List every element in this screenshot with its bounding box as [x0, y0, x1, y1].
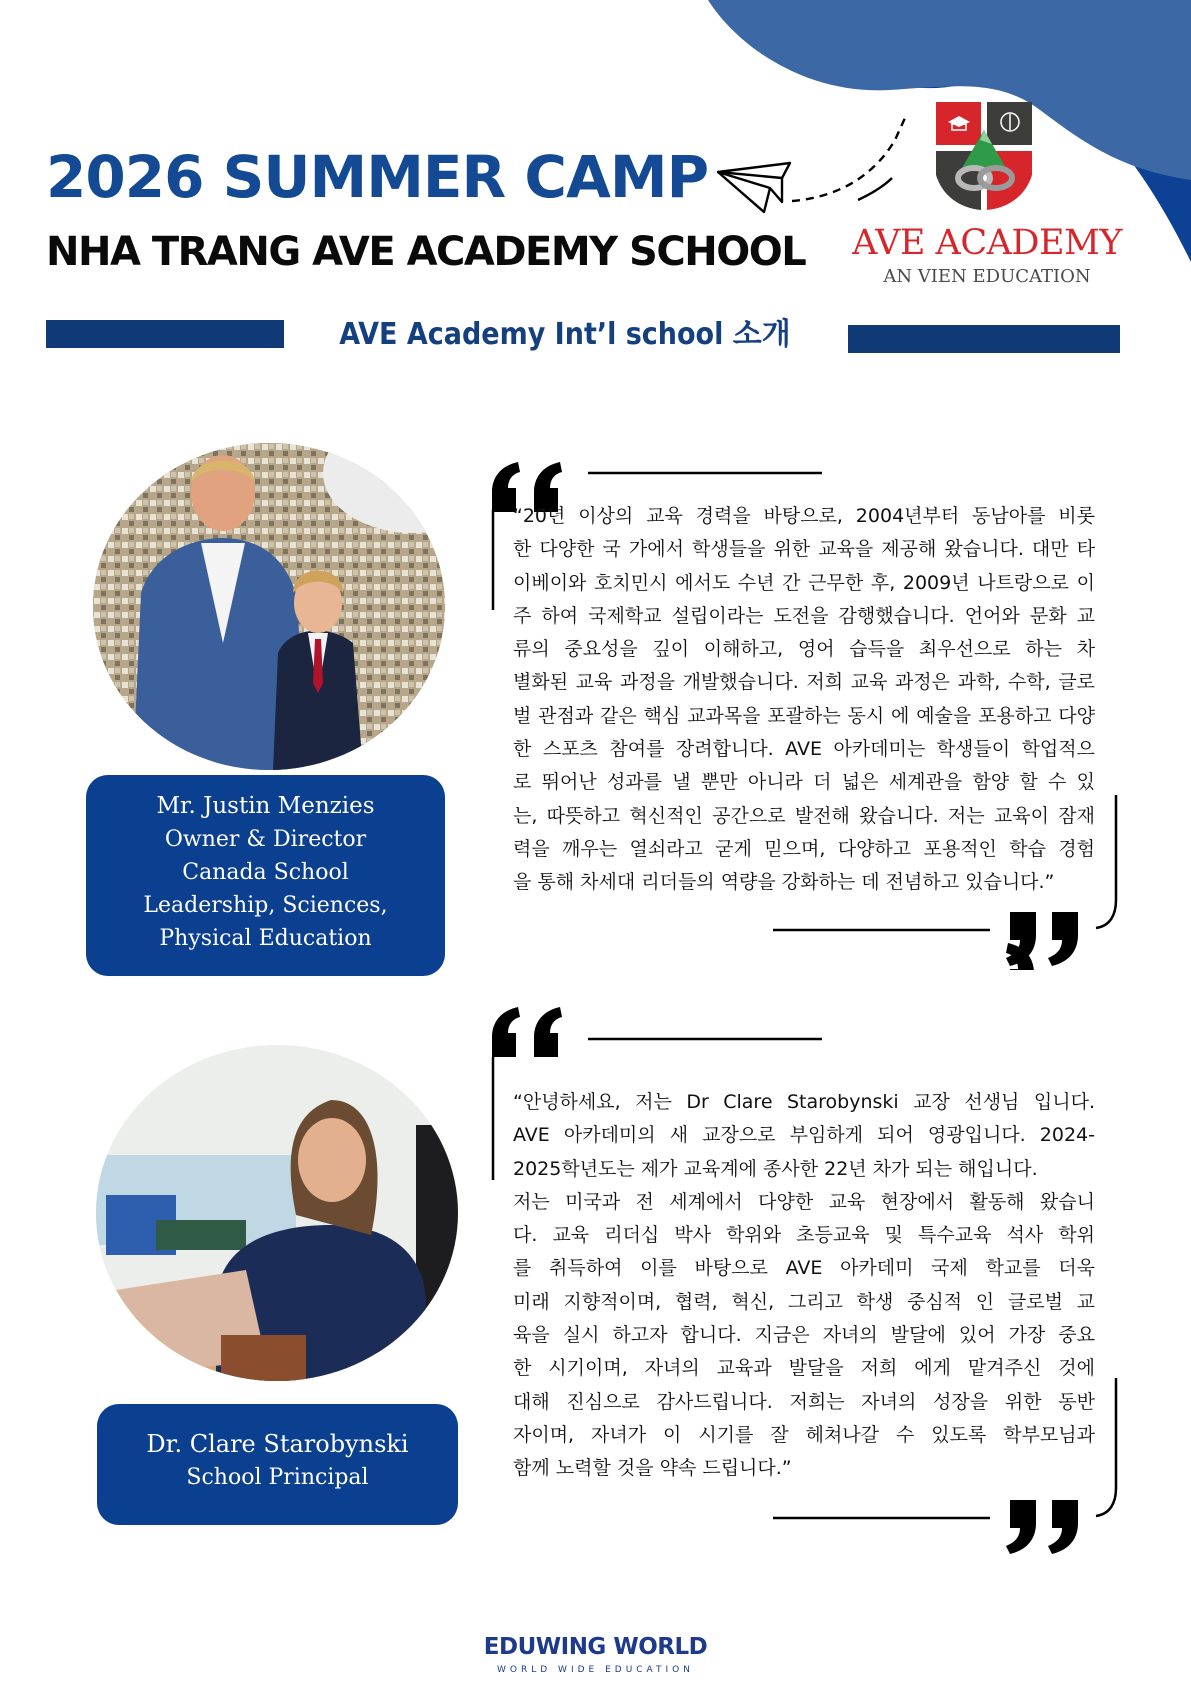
quote-line: 별화된 교육 과정을 개발했습니다. 저희 교육 과정은 과학, 수학, 글로: [513, 671, 1095, 694]
quote-text-justin-menzies: [513, 500, 1095, 900]
quote-line: 다. 교육 리더십 박사 학위와 초등교육 및 특수교육 석사 학위: [513, 1224, 1095, 1247]
profile-title-line: School Principal: [186, 1465, 369, 1490]
profile-name: Dr. Clare Starobynski: [146, 1430, 409, 1458]
quote-line: 저는 미국과 전 세계에서 다양한 교육 현장에서 활동해 왔습니: [513, 1190, 1095, 1213]
heading-band-right: [848, 325, 1120, 353]
quote-line: AVE 아카데미의 새 교장으로 부임하게 되어 영광입니다. 2024-: [513, 1124, 1095, 1147]
profile-title-line: Leadership, Sciences,: [143, 893, 388, 918]
quote-text-clare-starobynski: [513, 1086, 1095, 1486]
school-name-heading: NHA TRANG AVE ACADEMY SCHOOL: [46, 229, 806, 275]
quote-line: 한 다양한 국 가에서 학생들을 위한 교육을 제공해 왔습니다. 대만 타: [513, 538, 1095, 561]
profile-title-line: Canada School: [182, 860, 349, 885]
quote-line: 함께 노력할 것을 약속 드립니다.”: [513, 1457, 792, 1480]
quote-line: 육을 실시 하고자 합니다. 지금은 자녀의 발달에 있어 가장 중요: [513, 1324, 1095, 1347]
ave-academy-crest-icon: [934, 100, 1034, 212]
quote-line: 2025학년도는 제가 교육계에 종사한 22년 차가 되는 해입니다.: [513, 1157, 1038, 1180]
profile-card-clare-starobynski: [97, 1404, 458, 1525]
quote-line: 미래 지향적이며, 협력, 혁신, 그리고 학생 중심적 인 글로벌 교: [513, 1290, 1095, 1313]
profile-photo-justin-menzies: [93, 443, 445, 770]
logo-name: AVE ACADEMY: [852, 223, 1122, 263]
footer-tagline: WORLD WIDE EDUCATION: [497, 1665, 694, 1675]
profile-title-line: Owner & Director: [164, 827, 367, 852]
paper-plane-icon: [700, 100, 910, 220]
quote-line: “20년 이상의 교육 경력을 바탕으로, 2004년부터 동남아를 비롯: [513, 505, 1095, 527]
quote-line: 대해 진심으로 감사드립니다. 저희는 자녀의 성장을 위한 동반: [513, 1390, 1095, 1413]
quote-line: 이베이와 호치민시 에서도 수년 간 근무한 후, 2009년 나트랑으로 이: [513, 571, 1095, 594]
quote-line: 류의 중요성을 깊이 이해하고, 영어 습득을 최우선으로 하는 차: [513, 638, 1095, 661]
quote-line: 로 뛰어난 성과를 낼 뿐만 아니라 더 넓은 세계관을 함양 할 수 있: [513, 771, 1095, 794]
quote-line: 벌 관점과 같은 핵심 교과목을 포괄하는 동시 에 예술을 포용하고 다양: [513, 704, 1095, 727]
section-heading: AVE Academy Int’l school 소개: [339, 317, 791, 352]
quote-line: 주 하여 국제학교 설립이라는 도전을 감행했습니다. 언어와 문화 교: [513, 604, 1095, 627]
profile-name: Mr. Justin Menzies: [156, 793, 375, 819]
quote-line: 를 취득하여 이를 바탕으로 AVE 아카데미 국제 학교를 더욱: [513, 1257, 1095, 1280]
profile-title-line: Physical Education: [159, 926, 372, 951]
quote-line: “안녕하세요, 저는 Dr Clare Starobynski 교장 선생님 입니다.: [513, 1091, 1095, 1113]
quote-line: 한 시기이며, 자녀의 교육과 발달을 저희 에게 맡겨주신 것에: [513, 1357, 1095, 1380]
heading-band-left: [46, 320, 284, 348]
logo-tagline: AN VIEN EDUCATION: [883, 266, 1091, 287]
profile-card-justin-menzies: [86, 775, 445, 976]
page-title: 2026 SUMMER CAMP: [46, 143, 709, 211]
quote-line: 는, 따뜻하고 혁신적인 공간으로 발전해 왔습니다. 저는 교육이 잠재: [513, 804, 1095, 827]
quote-line: 을 통해 차세대 리더들의 역량을 강화하는 데 전념하고 있습니다.”: [513, 871, 1055, 894]
footer-brand: EDUWING WORLD: [483, 1634, 708, 1660]
quote-line: 자이며, 자녀가 이 시기를 잘 헤쳐나갈 수 있도록 학부모님과: [513, 1423, 1095, 1446]
profile-photo-clare-starobynski: [96, 1045, 458, 1381]
quote-line: 한 스포츠 참여를 장려합니다. AVE 아카데미는 학생들이 학업적으: [513, 738, 1095, 761]
quote-line: 력을 깨우는 열쇠라고 굳게 믿으며, 다양하고 포용적인 학습 경험: [513, 837, 1095, 860]
